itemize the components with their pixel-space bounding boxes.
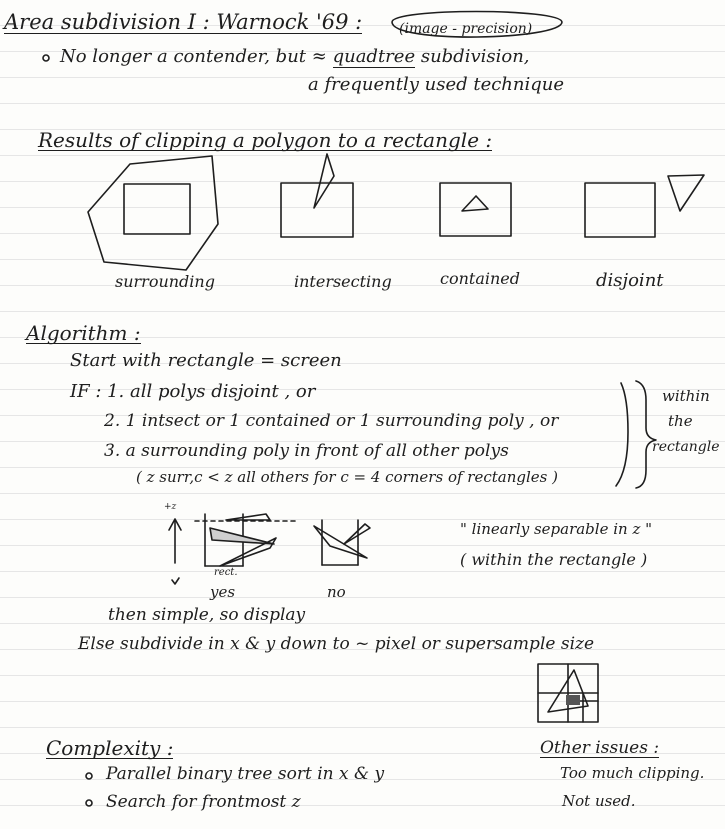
if-line-3: 3. a surrounding poly in front of all other polys [104,441,509,461]
rect-label: rect. [214,567,238,578]
page-title: Area subdivision I : Warnock '69 : [4,10,363,34]
label-disjoint: disjoint [596,270,664,291]
clipping-heading: Results of clipping a polygon to a rectangle : [38,128,493,152]
other-issues-line-1: Too much clipping. [560,764,705,782]
within-2: the [668,412,693,430]
label-intersecting: intersecting [294,272,392,291]
no-label: no [327,583,346,601]
surrounding-diagram [88,156,218,270]
yes-label: yes [210,583,236,601]
label-surrounding: surrounding [115,272,215,291]
bullet-icon [43,55,49,61]
no-diagram [314,520,370,565]
quote-line-1: " linearly separable in z " [460,520,653,538]
bullet-icon [86,773,92,779]
subdivide-shaded-cell [566,695,580,705]
bullet-line-1 [60,48,530,66]
complexity-heading: Complexity : [46,736,174,760]
other-issues-heading: Other issues : [540,738,660,758]
other-issues-line-2: Not used. [562,792,636,810]
intersecting-diagram [281,154,353,237]
contained-diagram [440,183,511,236]
brace-right [636,381,656,488]
quadtree-word: quadtree [332,46,416,67]
precision-note: (image - precision) [399,21,533,37]
label-contained: contained [440,269,520,288]
bullet-line-1-text-b: subdivision, [420,46,530,67]
disjoint-diagram [585,175,704,237]
quote-line-2: ( within the rectangle ) [460,550,648,569]
if-line-3-cond: ( z surr,c < z all others for c = 4 corners of rectangles ) [136,468,558,486]
bullet-line-1-text-a: No longer a contender, but ≈ [60,46,327,67]
else-line: Else subdivide in x & y down to ~ pixel or supersample size [78,634,595,654]
within-1: within [662,387,710,405]
if-line-1: IF : 1. all polys disjoint , or [70,381,316,402]
brace-left [616,383,628,486]
start-line: Start with rectangle = screen [70,350,342,371]
bullet-icon [86,800,92,806]
complexity-item-1: Parallel binary tree sort in x & y [106,764,385,784]
if-line-2: 2. 1 intsect or 1 contained or 1 surrounding poly , or [104,411,559,431]
then-line: then simple, so display [108,605,306,625]
axis-label-z: +z [164,502,177,512]
bullet-line-1-cont: a frequently used technique [308,74,565,95]
complexity-item-2: Search for frontmost z [106,792,301,812]
within-3: rectangle [652,439,720,455]
algorithm-heading: Algorithm : [26,321,141,345]
subdivide-diagram [538,664,598,722]
